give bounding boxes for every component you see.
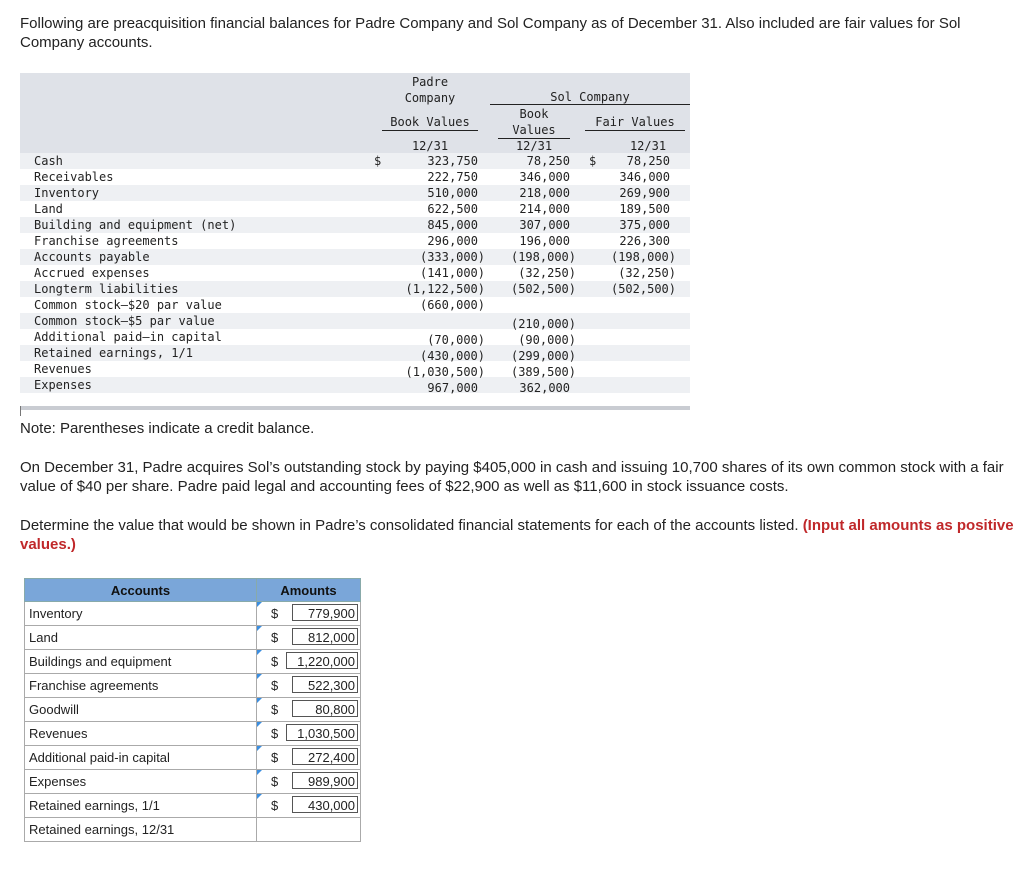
amount-input[interactable]: 1,220,000: [286, 652, 358, 669]
header-sol-book-line1: Book: [519, 107, 549, 121]
account-label: Goodwill: [25, 698, 257, 722]
row-label: Accrued expenses: [34, 266, 150, 280]
header-date-padre: 12/31: [411, 139, 449, 153]
row-padre-value: 622,500: [427, 202, 478, 216]
amount-input[interactable]: 430,000: [292, 796, 358, 813]
row-sol-value: (502,500): [510, 282, 576, 296]
row-padre-value: (430,000): [419, 349, 485, 363]
row-padre-value: 222,750: [427, 170, 478, 184]
row-label: Land: [34, 202, 63, 216]
account-label: Additional paid-in capital: [25, 746, 257, 770]
row-padre-value: 296,000: [427, 234, 478, 248]
row-label: Longterm liabilities: [34, 282, 179, 296]
row-sol-value: (299,000): [510, 349, 576, 363]
row-label: Additional paid–in capital: [34, 330, 222, 344]
dollar-sign-padre: $: [374, 154, 382, 168]
row-label: Common stock—$20 par value: [34, 298, 222, 312]
amount-input[interactable]: 779,900: [292, 604, 358, 621]
account-label: Revenues: [25, 722, 257, 746]
row-sol-value: 307,000: [519, 218, 570, 232]
row-label: Accounts payable: [34, 250, 150, 264]
header-date-sol: 12/31: [515, 139, 553, 153]
row-fair-value: 375,000: [619, 218, 670, 232]
header-date-fair: 12/31: [629, 139, 667, 153]
header-padre-line2: Company: [404, 91, 456, 105]
table-row: [25, 818, 361, 842]
table-row: [25, 722, 361, 746]
row-padre-value: (70,000): [427, 333, 485, 347]
row-label: Inventory: [34, 186, 100, 200]
row-sol-value: 78,250: [526, 154, 570, 168]
row-padre-value: 323,750: [427, 154, 478, 168]
row-sol-value: 218,000: [519, 186, 570, 200]
table-row: [25, 770, 361, 794]
instruction-emphasis: (Input all amounts as positive values.): [20, 517, 1014, 553]
amount-cell: $ 1,220,000: [257, 650, 361, 674]
accounts-header: Accounts: [25, 579, 257, 602]
row-label: Cash: [34, 154, 63, 168]
amount-input[interactable]: 80,800: [292, 700, 358, 717]
row-padre-value: (1,030,500): [405, 365, 485, 379]
account-label: Franchise agreements: [25, 674, 257, 698]
header-padre-line1: Padre: [411, 75, 449, 89]
account-label: Buildings and equipment: [25, 650, 257, 674]
row-fair-value: 269,900: [619, 186, 670, 200]
row-sol-value: (32,250): [518, 266, 576, 280]
row-padre-value: 510,000: [427, 186, 478, 200]
amounts-header: Amounts: [257, 579, 361, 602]
row-fair-value: 346,000: [619, 170, 670, 184]
table-row: [25, 650, 361, 674]
amount-cell-empty: [257, 818, 361, 842]
intro-text: Following are preacquisition financial balances for Padre Company and Sol Company as of December 31. Also included are fair values for Sol Company accounts.: [20, 15, 961, 51]
scenario-text: On December 31, Padre acquires Sol’s outstanding stock by paying $405,000 in cash and issuing 10,700 shares of its own common stock with a fair value of $40 per share. Padre paid legal and accounting fees of $22,900 as well as $11,600 in stock issuance costs.: [20, 459, 1004, 495]
row-label: Building and equipment (net): [34, 218, 237, 232]
amount-cell: $ 779,900: [257, 602, 361, 626]
account-label: Land: [25, 626, 257, 650]
row-label: Common stock—$5 par value: [34, 314, 215, 328]
table-row: [25, 626, 361, 650]
table-row: [25, 698, 361, 722]
account-label: Expenses: [25, 770, 257, 794]
header-sol-book-line2: Values: [512, 123, 556, 137]
table-row: [25, 674, 361, 698]
row-fair-value: 189,500: [619, 202, 670, 216]
row-label: Receivables: [34, 170, 114, 184]
amount-input[interactable]: 522,300: [292, 676, 358, 693]
row-sol-value: 214,000: [519, 202, 570, 216]
amount-input[interactable]: 1,030,500: [286, 724, 358, 741]
row-label: Expenses: [34, 378, 92, 392]
row-sol-value: (389,500): [510, 365, 576, 379]
row-sol-value: (210,000): [510, 317, 576, 331]
table-row: [25, 746, 361, 770]
row-padre-value: (333,000): [419, 250, 485, 264]
amount-input[interactable]: 812,000: [292, 628, 358, 645]
amount-cell: $ 812,000: [257, 626, 361, 650]
row-padre-value: 845,000: [427, 218, 478, 232]
account-label: Retained earnings, 1/1: [25, 794, 257, 818]
dollar-sign-fair: $: [589, 154, 597, 168]
row-sol-value: 196,000: [519, 234, 570, 248]
amount-cell: $ 80,800: [257, 698, 361, 722]
row-padre-value: (141,000): [419, 266, 485, 280]
row-fair-value: 78,250: [626, 154, 670, 168]
row-padre-value: (660,000): [419, 298, 485, 312]
row-sol-value: 346,000: [519, 170, 570, 184]
amount-cell: $ 1,030,500: [257, 722, 361, 746]
credit-note: Note: Parentheses indicate a credit balance.: [20, 420, 315, 437]
row-fair-value: (502,500): [610, 282, 676, 296]
amount-input[interactable]: 272,400: [292, 748, 358, 765]
answer-table: [24, 578, 361, 842]
row-fair-value: 226,300: [619, 234, 670, 248]
account-label: Inventory: [25, 602, 257, 626]
header-sol-fair: Fair Values: [595, 115, 675, 129]
row-padre-value: (1,122,500): [405, 282, 485, 296]
row-fair-value: (32,250): [618, 266, 676, 280]
row-label: Revenues: [34, 362, 92, 376]
instruction-text: Determine the value that would be shown in Padre’s consolidated financial statements for each of the accounts listed. (Input all amounts as positive values.): [20, 517, 1014, 553]
table-row: [25, 602, 361, 626]
amount-input[interactable]: 989,900: [292, 772, 358, 789]
table-row: [25, 794, 361, 818]
account-label: Retained earnings, 12/31: [25, 818, 257, 842]
amount-cell: $ 272,400: [257, 746, 361, 770]
row-sol-value: 362,000: [519, 381, 570, 395]
row-padre-value: 967,000: [427, 381, 478, 395]
row-label: Retained earnings, 1/1: [34, 346, 193, 360]
header-sol-company: Sol Company: [550, 90, 630, 104]
row-fair-value: (198,000): [610, 250, 676, 264]
amount-cell: $ 430,000: [257, 794, 361, 818]
header-padre-book: Book Values: [390, 115, 470, 129]
row-sol-value: (90,000): [518, 333, 576, 347]
balances-table: [20, 73, 690, 410]
row-label: Franchise agreements: [34, 234, 179, 248]
amount-cell: $ 522,300: [257, 674, 361, 698]
row-sol-value: (198,000): [510, 250, 576, 264]
amount-cell: $ 989,900: [257, 770, 361, 794]
